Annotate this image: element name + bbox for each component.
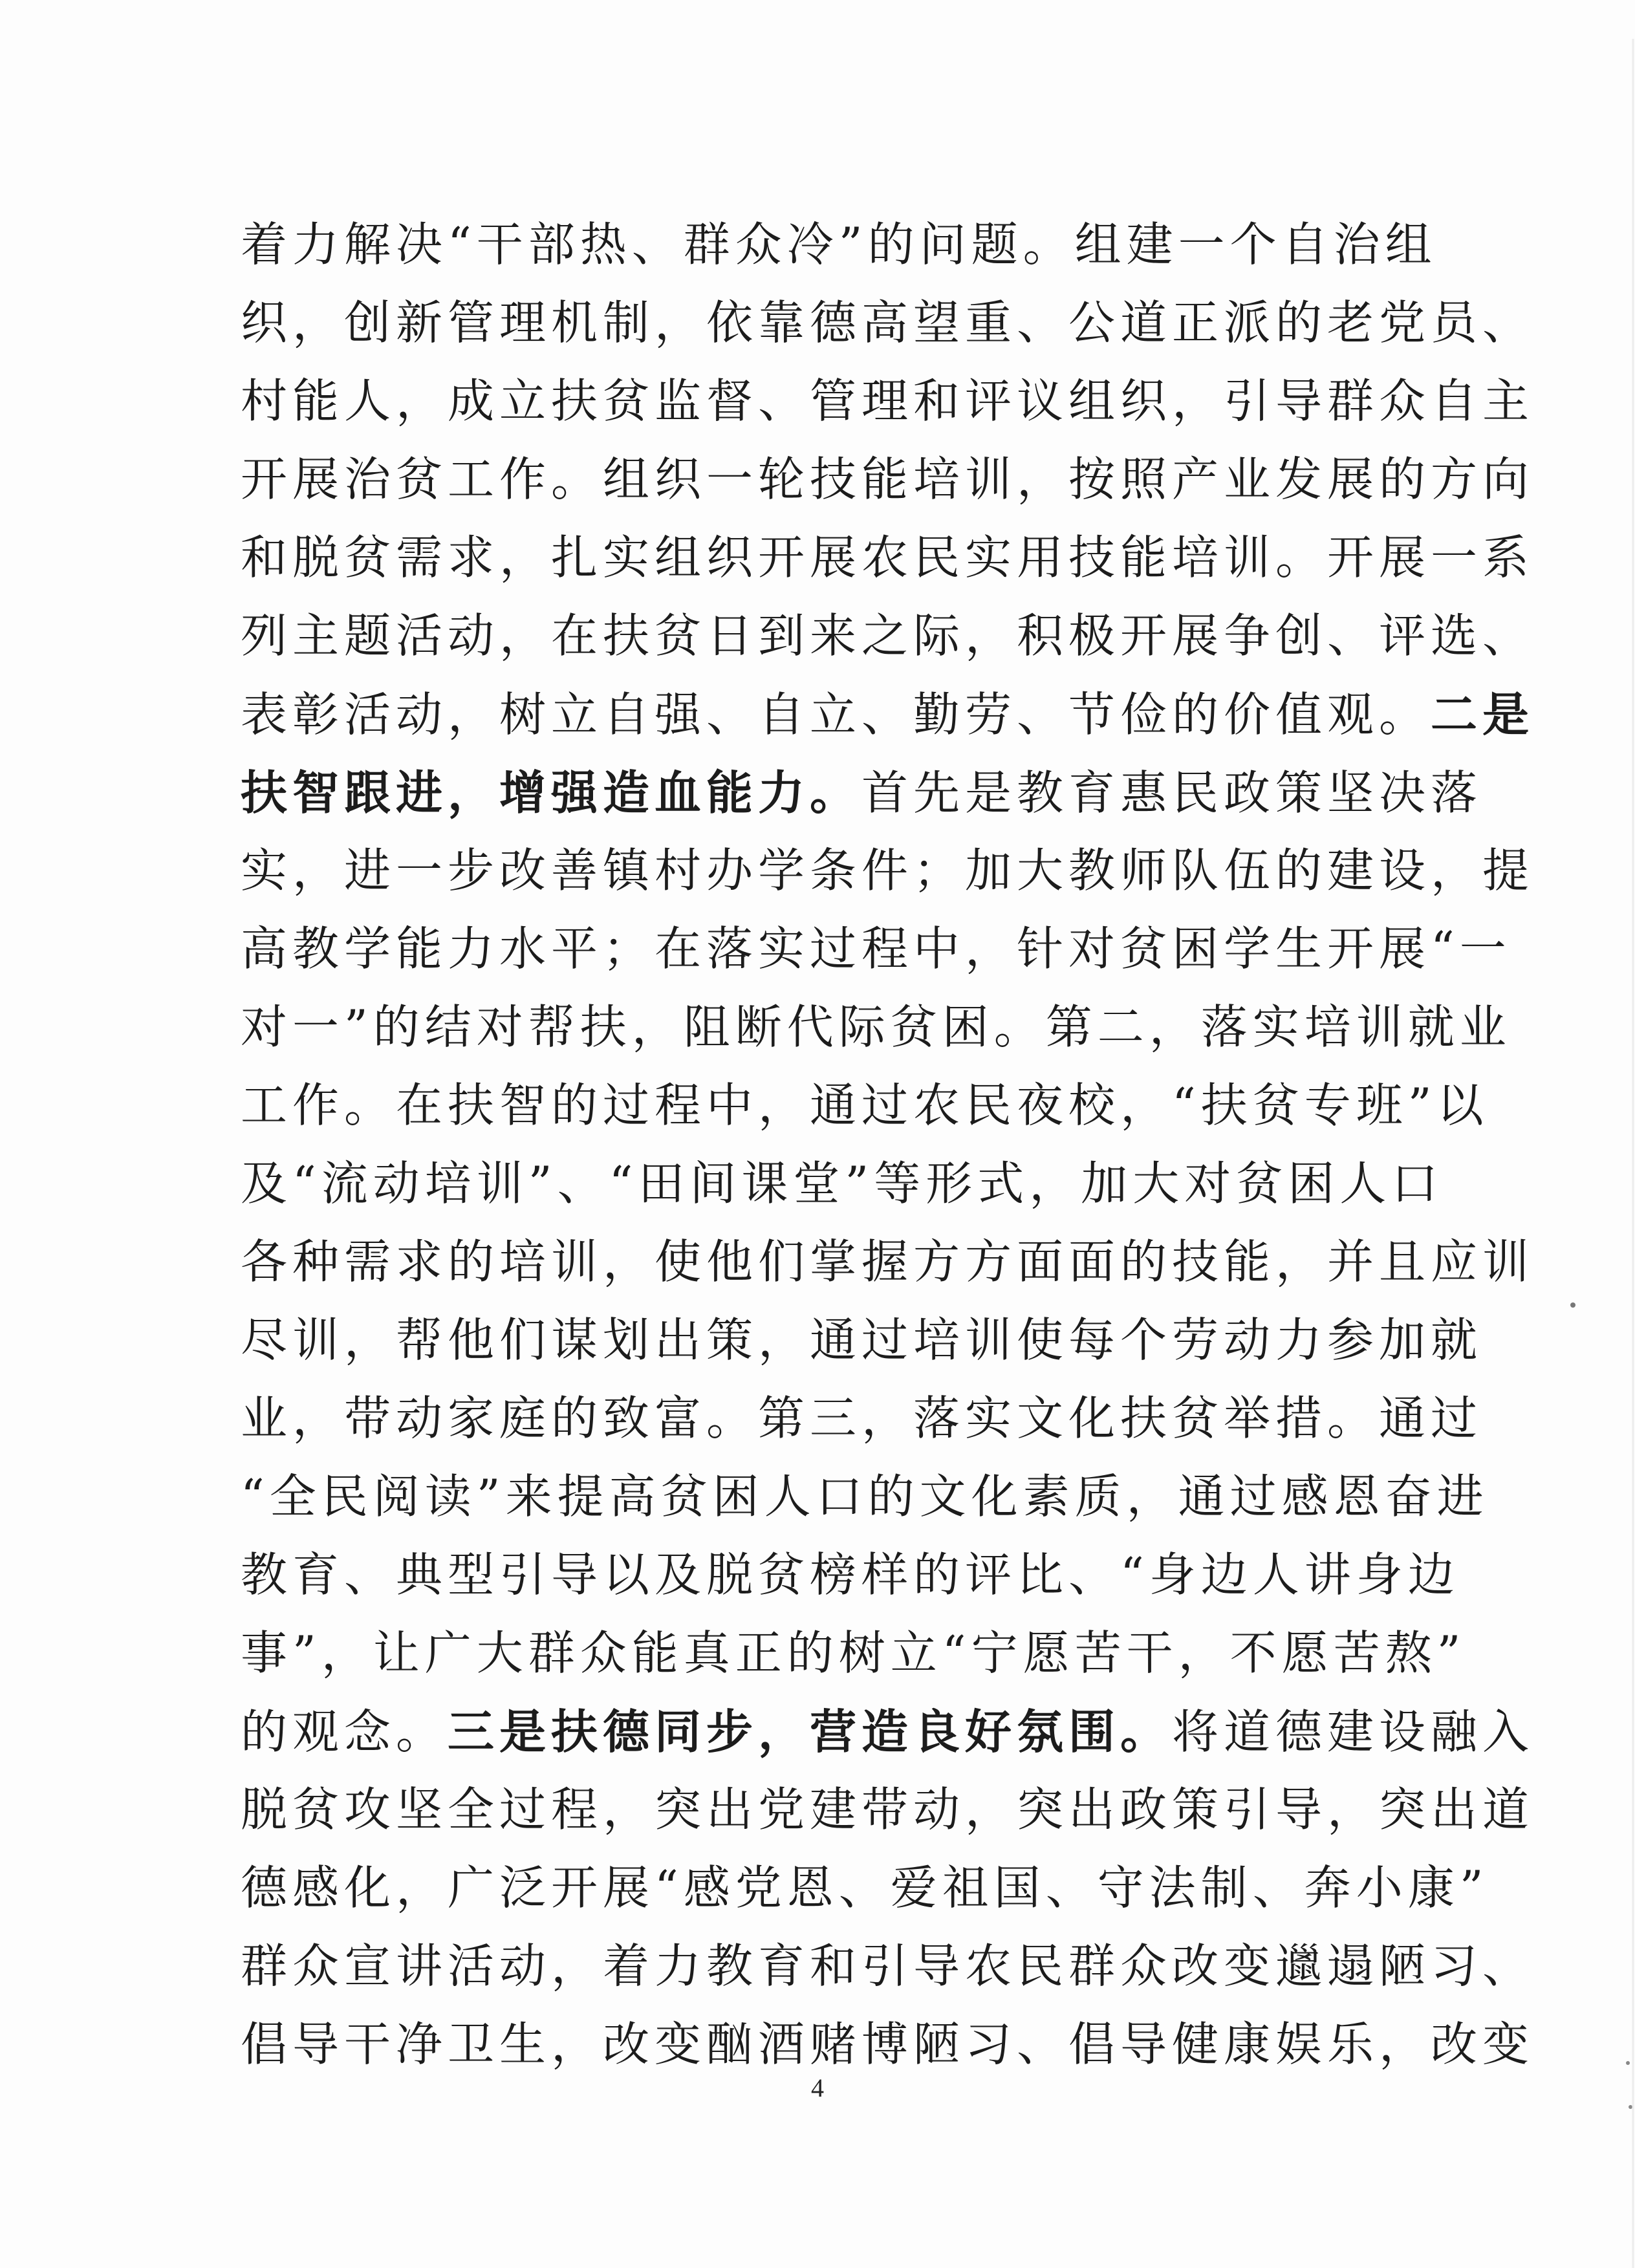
scan-speck bbox=[1629, 2105, 1632, 2109]
text-line: 着力解决“干部热、群众冷”的问题。组建一个自治组 bbox=[241, 217, 1437, 272]
text-line: 及“流动培训”、“田间课堂”等形式，加大对贫困人口 bbox=[241, 1156, 1444, 1211]
text-line: 高教学能力水平；在落实过程中，针对贫困学生开展“一 bbox=[241, 922, 1511, 976]
text-run: 的观念。 bbox=[241, 1705, 448, 1759]
bold-heading-run: 二是 bbox=[1431, 687, 1535, 742]
page-number: 4 bbox=[811, 2073, 824, 2102]
text-line: 各种需求的培训，使他们掌握方方面面的技能，并且应训 bbox=[241, 1235, 1535, 1289]
text-line: 教育、典型引导以及脱贫榜样的评比、“身边人讲身边 bbox=[241, 1548, 1460, 1602]
text-line bbox=[241, 1692, 1535, 1771]
text-line: 脱贫攻坚全过程，突出党建带动，突出政策引导，突出道 bbox=[241, 1782, 1535, 1837]
text-line: “全民阅读”来提高贫困人口的文化素质，通过感恩奋进 bbox=[241, 1469, 1489, 1524]
bold-heading-run: 扶智跟进，增强造血能力。 bbox=[241, 765, 862, 820]
text-run: 首先是教育惠民政策坚决落 bbox=[861, 766, 1483, 820]
text-line: 实，进一步改善镇村办学条件；加大教师队伍的建设，提 bbox=[241, 843, 1535, 898]
text-line: 和脱贫需求，扎实组织开展农民实用技能培训。开展一系 bbox=[241, 530, 1535, 585]
text-line bbox=[241, 675, 1535, 753]
text-line: 工作。在扶智的过程中，通过农民夜校，“扶贫专班”以 bbox=[241, 1078, 1489, 1132]
text-line: 业，带动家庭的致富。第三，落实文化扶贫举措。通过 bbox=[241, 1391, 1483, 1445]
text-line bbox=[241, 753, 1483, 832]
text-run: 将道德建设融入 bbox=[1172, 1705, 1535, 1759]
text-line: 事”，让广大群众能真正的树立“宁愿苦干，不愿苦熬” bbox=[241, 1626, 1466, 1680]
text-run: 表彰活动，树立自强、自立、勤劳、节俭的价值观。 bbox=[241, 687, 1431, 742]
text-line: 对一”的结对帮扶，阻断代际贫困。第二，落实培训就业 bbox=[241, 1000, 1511, 1054]
text-line: 尽训，帮他们谋划出策，通过培训使每个劳动力参加就 bbox=[241, 1313, 1483, 1367]
bold-heading-run: 三是扶德同步，营造良好氛围。 bbox=[448, 1704, 1173, 1759]
scan-speck bbox=[1626, 2061, 1630, 2065]
text-line: 开展治贫工作。组织一轮技能培训，按照产业发展的方向 bbox=[241, 452, 1535, 506]
text-line: 列主题活动，在扶贫日到来之际，积极开展争创、评选、 bbox=[241, 609, 1535, 663]
text-line: 倡导干净卫生，改变酗酒赌博陋习、倡导健康娱乐，改变 bbox=[241, 2017, 1535, 2071]
body-text bbox=[241, 206, 1535, 2084]
text-line: 德感化，广泛开展“感党恩、爱祖国、守法制、奔小康” bbox=[241, 1861, 1489, 1915]
text-line: 群众宣讲活动，着力教育和引导农民群众改变邋遢陋习、 bbox=[241, 1939, 1535, 1993]
text-line: 织，创新管理机制，依靠德高望重、公道正派的老党员、 bbox=[241, 296, 1535, 350]
scan-speck bbox=[1570, 1302, 1575, 1308]
text-line: 村能人，成立扶贫监督、管理和评议组织，引导群众自主 bbox=[241, 374, 1535, 428]
